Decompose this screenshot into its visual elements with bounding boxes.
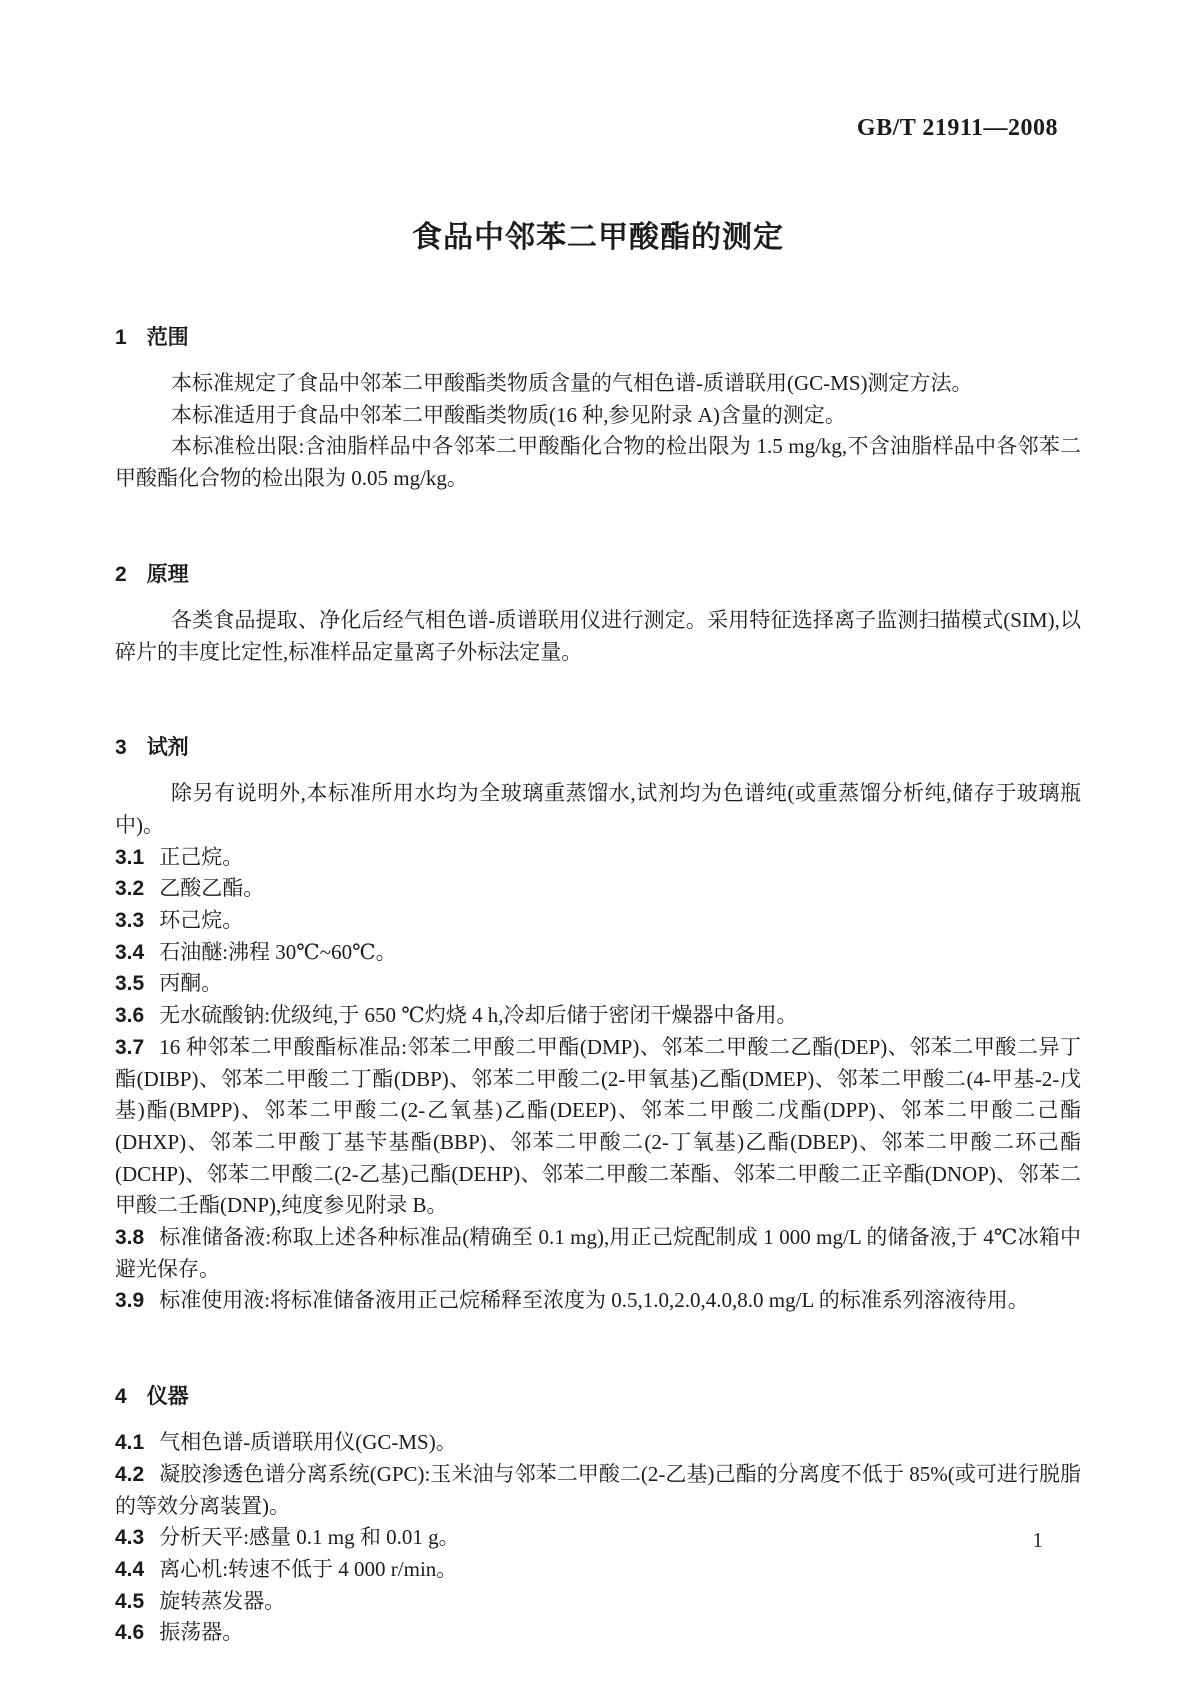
clause-text: 正己烷。 <box>159 844 244 869</box>
section-scope <box>115 322 1081 495</box>
clause-item <box>115 968 1081 1000</box>
clause-text: 乙酸乙酯。 <box>159 876 265 901</box>
clause-number: 4.3 <box>115 1526 145 1550</box>
clause-item <box>115 842 1081 874</box>
clause-item <box>115 1427 1081 1459</box>
section-number: 1 <box>115 326 127 349</box>
clause-item <box>115 1459 1081 1522</box>
clause-text: 标准使用液:将标准储备液用正己烷稀释至浓度为 0.5,1.0,2.0,4.0,8.0 mg/L 的标准系列溶液待用。 <box>159 1288 1029 1313</box>
section-number: 2 <box>115 562 127 586</box>
clause-number: 3.4 <box>115 940 145 964</box>
clause-item <box>115 1586 1081 1618</box>
clause-item <box>115 1522 1081 1554</box>
section-number: 3 <box>115 736 127 760</box>
clause-item <box>115 1222 1081 1285</box>
clause-text: 16 种邻苯二甲酸酯标准品:邻苯二甲酸二甲酯(DMP)、邻苯二甲酸二乙酯(DEP)、邻苯二甲酸二异丁酯(DIBP)、邻苯二甲酸二丁酯(DBP)、邻苯二甲酸二(2-甲氧基)乙酯(DMEP)、邻苯二甲酸二(4-甲基-2-戊基)酯(BMPP)、邻苯二甲酸二(2-乙氧基)乙酯(DEEP)、邻苯二甲酸二戊酯(DPP)、邻苯二甲酸二己酯(DHXP)、邻苯二甲酸丁基苄基酯(BBP)、邻苯二甲酸二(2-丁氧基)乙酯(DBEP)、邻苯二甲酸二环己酯(DCHP)、邻苯二甲酸二(2-乙基)己酯(DEHP)、邻苯二甲酸二苯酯、邻苯二甲酸二正辛酯(DNOP)、邻苯二甲酸二壬酯(DNP),纯度参见附录 B。 <box>115 1034 1081 1218</box>
clause-text: 丙酮。 <box>159 971 223 996</box>
section-heading <box>115 1381 1081 1413</box>
page-number: 1 <box>1032 1528 1043 1552</box>
clause-number: 4.1 <box>115 1431 145 1455</box>
clause-text: 石油醚:沸程 30℃~60℃。 <box>159 939 397 964</box>
standard-number: GB/T 21911—2008 <box>856 115 1058 141</box>
clause-text: 气相色谱-质谱联用仪(GC-MS)。 <box>159 1430 457 1455</box>
section-reagents <box>115 732 1081 1317</box>
clause-number: 3.8 <box>115 1226 145 1250</box>
section-title: 原理 <box>146 562 189 586</box>
clause-number: 3.2 <box>115 877 145 901</box>
clause-text: 旋转蒸发器。 <box>159 1588 286 1613</box>
section-title: 试剂 <box>146 736 189 760</box>
clause-text: 分析天平:感量 0.1 mg 和 0.01 g。 <box>159 1525 460 1550</box>
clause-item <box>115 1554 1081 1586</box>
clause-number: 4.6 <box>115 1621 145 1645</box>
paragraph: 各类食品提取、净化后经气相色谱-质谱联用仪进行测定。采用特征选择离子监测扫描模式(SIM),以碎片的丰度比定性,标准样品定量离子外标法定量。 <box>115 607 1081 664</box>
clause-item <box>115 873 1081 905</box>
clause-number: 4.2 <box>115 1462 145 1486</box>
section-number: 4 <box>115 1385 127 1409</box>
section-apparatus <box>115 1381 1081 1649</box>
section-heading <box>115 322 1081 354</box>
document-title: 食品中邻苯二甲酸酯的测定 <box>412 221 784 254</box>
clause-text: 振荡器。 <box>159 1620 244 1645</box>
clause-text: 无水硫酸钠:优级纯,于 650 ℃灼烧 4 h,冷却后储于密闭干燥器中备用。 <box>159 1003 798 1028</box>
clause-number: 4.5 <box>115 1589 145 1613</box>
document-content <box>115 112 1081 1649</box>
clause-item <box>115 937 1081 969</box>
section-title: 范围 <box>146 326 189 349</box>
clause-item <box>115 1617 1081 1649</box>
clause-number: 3.9 <box>115 1289 145 1313</box>
clause-number: 3.5 <box>115 972 145 996</box>
clause-number: 3.1 <box>115 845 145 869</box>
clause-number: 3.7 <box>115 1035 145 1059</box>
clause-item <box>115 1032 1081 1222</box>
section-title: 仪器 <box>146 1385 189 1409</box>
section-principle <box>115 559 1081 668</box>
paragraph: 本标准检出限:含油脂样品中各邻苯二甲酸酯化合物的检出限为 1.5 mg/kg,不含油脂样品中各邻苯二甲酸酯化合物的检出限为 0.05 mg/kg。 <box>115 434 1081 491</box>
paragraph: 本标准适用于食品中邻苯二甲酸酯类物质(16 种,参见附录 A)含量的测定。 <box>171 402 846 427</box>
clause-text: 环己烷。 <box>159 908 244 933</box>
clause-item <box>115 1000 1081 1032</box>
clause-item <box>115 905 1081 937</box>
paragraph: 本标准规定了食品中邻苯二甲酸酯类物质含量的气相色谱-质谱联用(GC-MS)测定方法。 <box>171 371 973 395</box>
clause-number: 4.4 <box>115 1557 145 1581</box>
section-heading <box>115 559 1081 591</box>
clause-number: 3.6 <box>115 1004 145 1028</box>
clause-number: 3.3 <box>115 909 145 933</box>
paragraph: 除另有说明外,本标准所用水均为全玻璃重蒸馏水,试剂均为色谱纯(或重蒸馏分析纯,储存于玻璃瓶中)。 <box>115 781 1081 837</box>
clause-text: 凝胶渗透色谱分离系统(GPC):玉米油与邻苯二甲酸二(2-乙基)己酯的分离度不低于 85%(或可进行脱脂的等效分离装置)。 <box>115 1461 1081 1518</box>
clause-text: 离心机:转速不低于 4 000 r/min。 <box>159 1556 458 1581</box>
section-heading <box>115 732 1081 764</box>
clause-text: 标准储备液:称取上述各种标准品(精确至 0.1 mg),用正己烷配制成 1 000 mg/L 的储备液,于 4℃冰箱中避光保存。 <box>115 1225 1081 1281</box>
clause-item <box>115 1285 1081 1317</box>
